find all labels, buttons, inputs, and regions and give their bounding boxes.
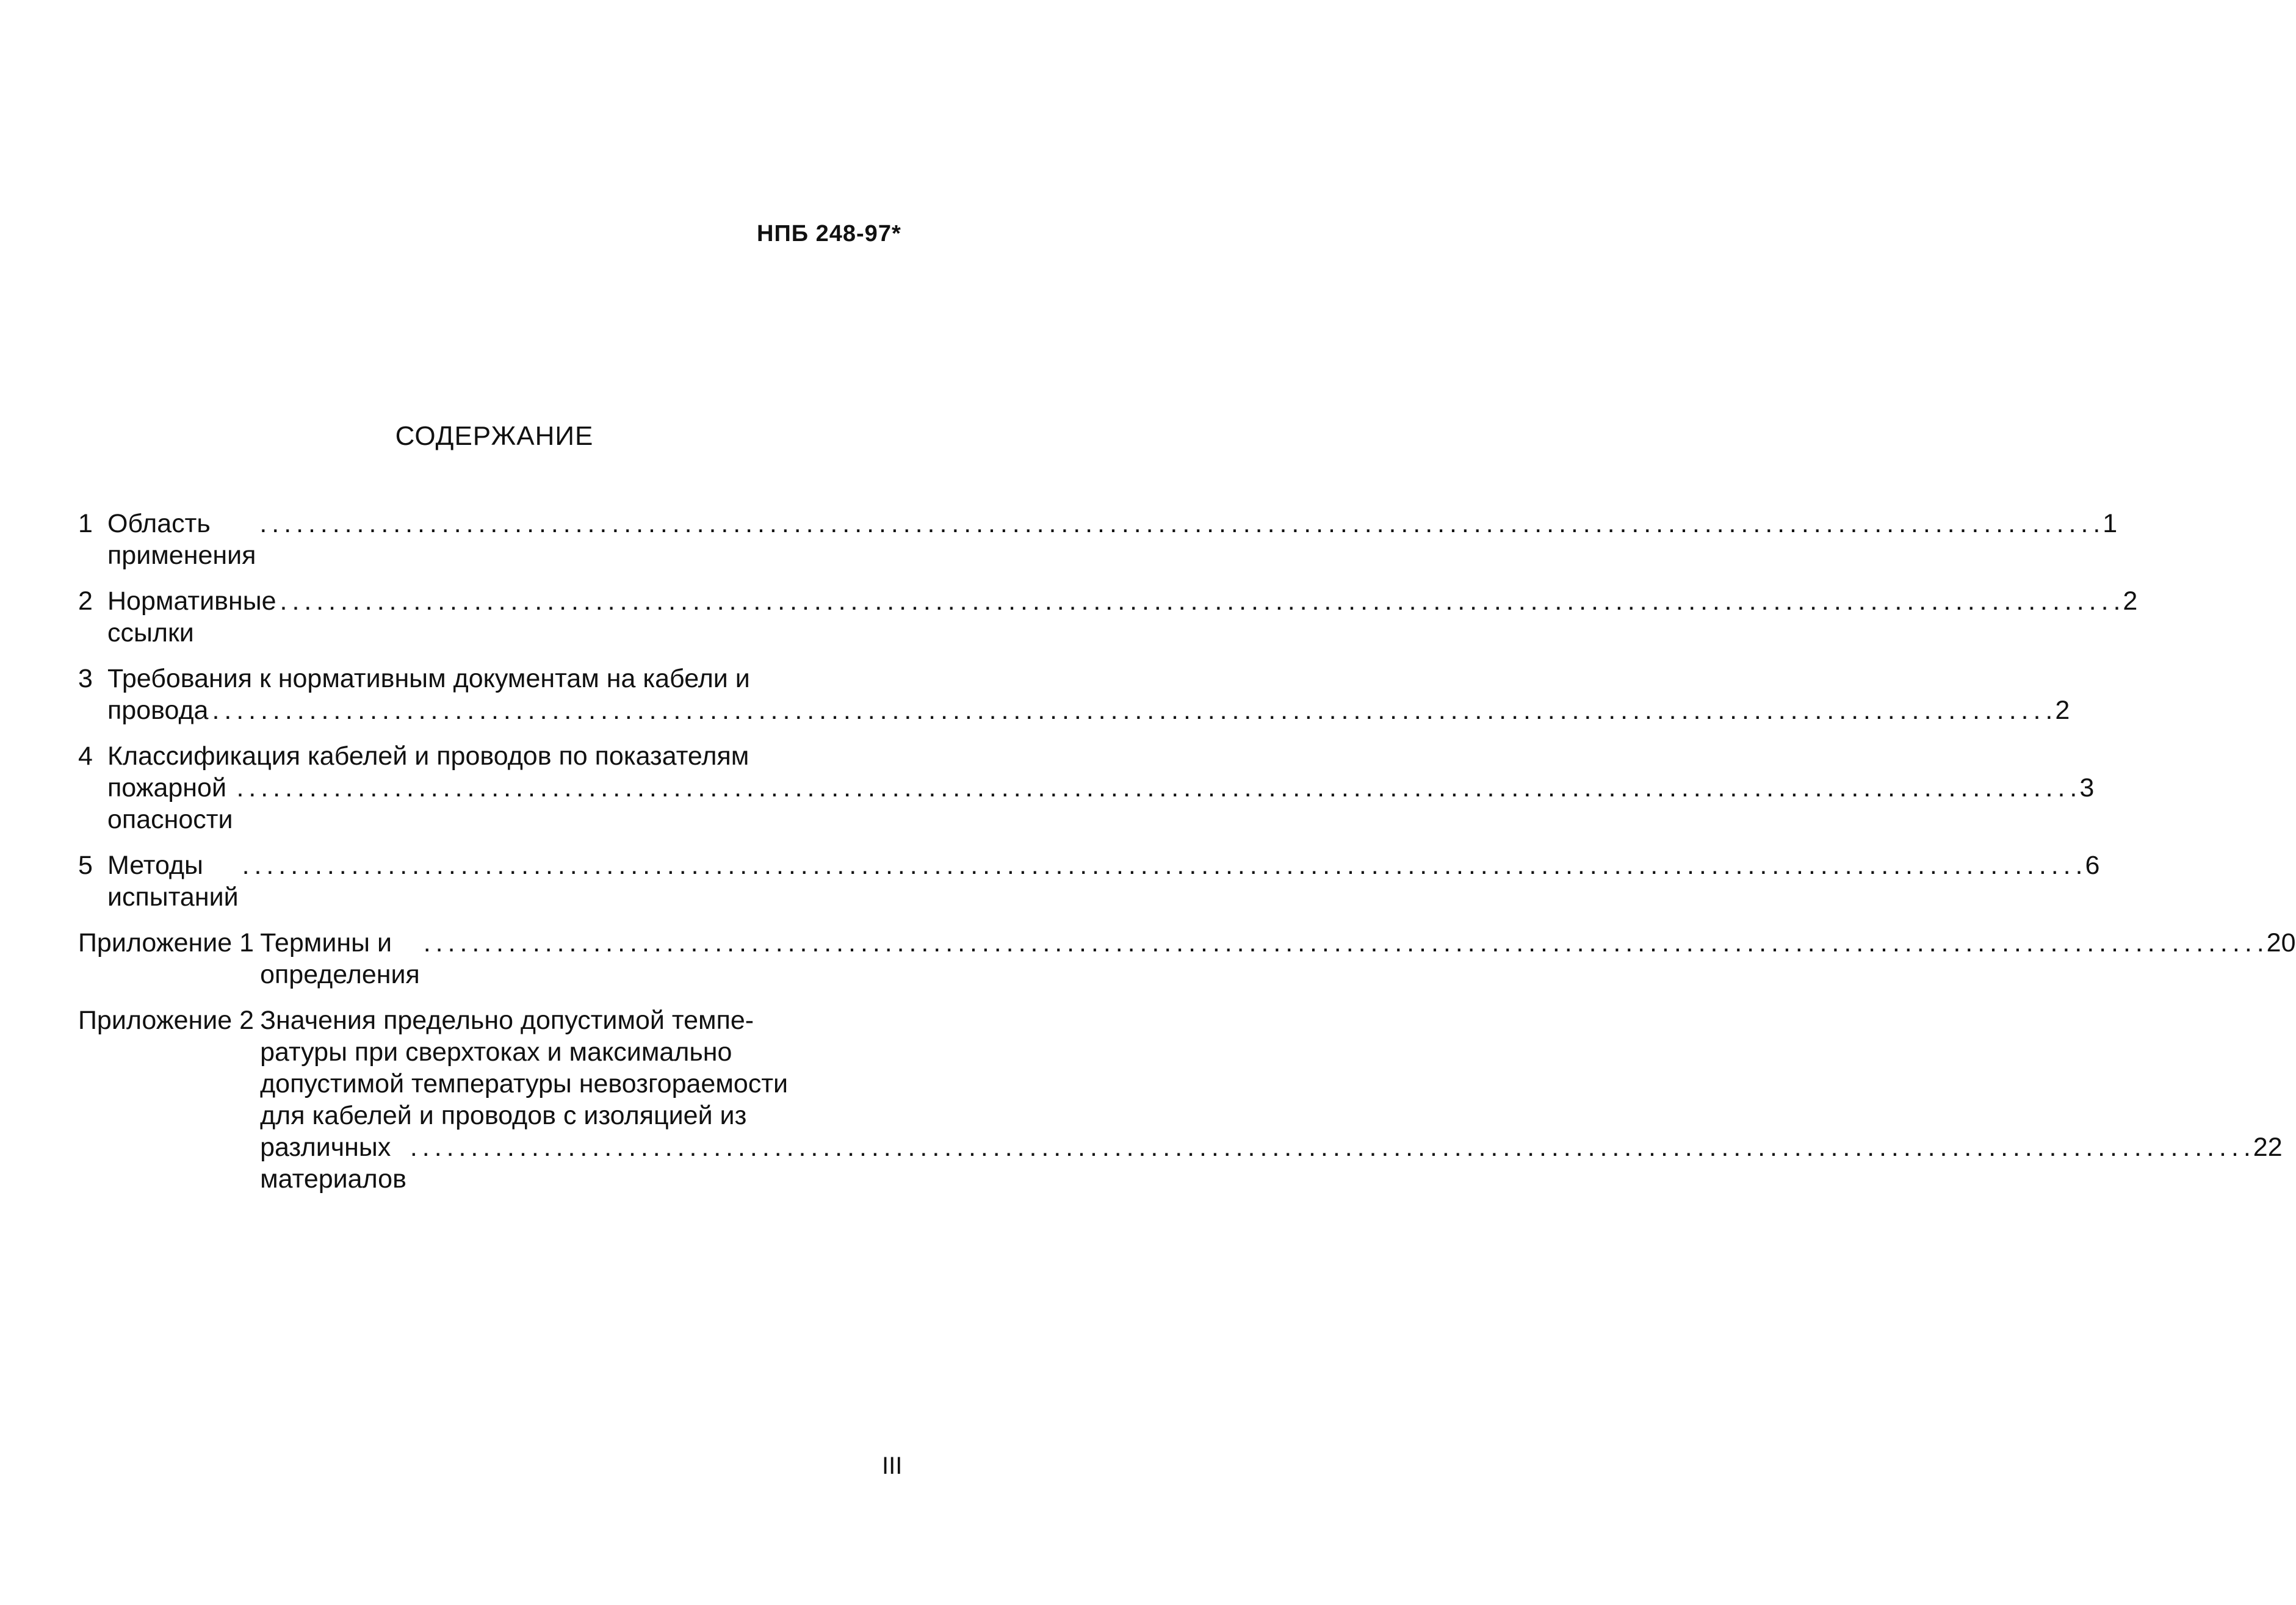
toc-entry-1[interactable] [78,508,2118,571]
toc-entry-title-line: допустимой температуры невозгораемости [260,1069,789,1098]
appendix-label: Приложение 1 [78,928,255,958]
toc-entry-title: Методы испытаний [107,851,239,912]
toc-entry-title: Термины и определения [260,928,420,989]
dot-leader [410,1131,2250,1163]
toc-entry-title: различных материалов [260,1133,406,1194]
toc-appendix-1[interactable] [78,927,2296,990]
toc-entry-page: 2 [2123,586,2138,616]
toc-entry-number: 2 [78,586,93,616]
toc-entry-title-line: Значения предельно допустимой темпе- [260,1006,754,1035]
table-of-contents [78,508,2296,1209]
dot-leader [237,772,2076,804]
toc-entry-page: 22 [2253,1133,2283,1162]
toc-entry-title-line: Классификация кабелей и проводов по показателям [107,741,749,771]
appendix-label: Приложение 2 [78,1006,255,1035]
toc-entry-title-line: ратуры при сверхтоках и максимально [260,1037,732,1067]
toc-entry-4[interactable] [78,740,2095,835]
document-code: НПБ 248-97* [757,221,901,247]
toc-entry-number: 1 [78,509,93,538]
toc-entry-title: Область применения [107,509,256,570]
toc-entry-page: 6 [2085,851,2100,880]
toc-entry-number: 4 [78,741,93,771]
toc-entry-title: Нормативные ссылки [107,586,276,647]
toc-entry-5[interactable] [78,849,2100,913]
page-number: III [882,1452,903,1479]
toc-entry-title: провода [107,696,209,725]
toc-entry-number: 5 [78,851,93,880]
toc-appendix-2[interactable] [78,1004,2283,1195]
dot-leader [212,694,2051,726]
toc-entry-number: 3 [78,664,93,693]
toc-entry-2[interactable] [78,585,2138,649]
page-title: СОДЕРЖАНИЕ [395,421,594,451]
dot-leader [259,508,2099,539]
toc-entry-page: 3 [2079,773,2095,803]
toc-entry-page: 2 [2055,696,2070,725]
toc-entry-page: 20 [2266,928,2296,958]
toc-entry-3[interactable] [78,663,2070,726]
dot-leader [242,849,2082,881]
toc-entry-page: 1 [2103,509,2118,538]
toc-entry-title: пожарной опасности [107,773,233,834]
dot-leader [280,585,2120,617]
toc-entry-title-line: для кабелей и проводов с изоляцией из [260,1101,747,1130]
dot-leader [424,927,2263,959]
toc-entry-title-line: Требования к нормативным документам на кабели и [107,664,750,693]
